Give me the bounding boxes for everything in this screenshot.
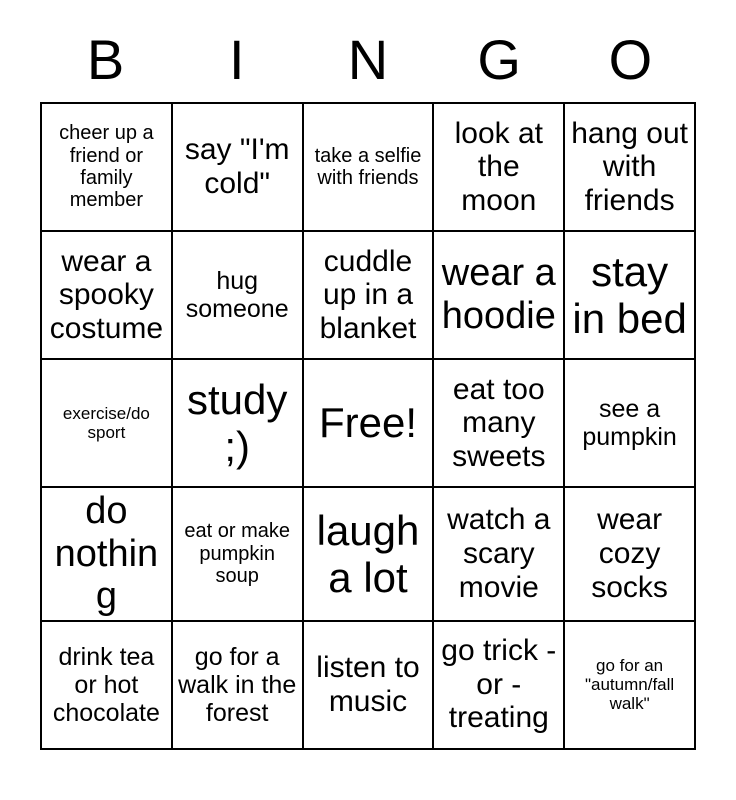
bingo-cell[interactable]: hug someone [172,231,303,359]
bingo-cell[interactable]: hang out with friends [564,103,695,231]
bingo-cell[interactable]: study ;) [172,359,303,487]
bingo-cell[interactable]: laugh a lot [303,487,434,621]
bingo-cell[interactable]: take a selfie with friends [303,103,434,231]
bingo-cell[interactable]: eat too many sweets [433,359,564,487]
bingo-cell[interactable]: wear a spooky costume [41,231,172,359]
bingo-cell[interactable]: cheer up a friend or family member [41,103,172,231]
bingo-cell[interactable]: watch a scary movie [433,487,564,621]
bingo-cell[interactable]: eat or make pumpkin soup [172,487,303,621]
bingo-cell[interactable]: see a pumpkin [564,359,695,487]
bingo-cell[interactable]: wear cozy socks [564,487,695,621]
bingo-row [41,231,695,359]
bingo-row [41,359,695,487]
header-letter-b: B [86,28,125,91]
bingo-row [41,487,695,621]
bingo-row [41,103,695,231]
bingo-cell[interactable]: say "I'm cold" [172,103,303,231]
bingo-cell[interactable]: stay in bed [564,231,695,359]
bingo-row [41,621,695,749]
bingo-cell[interactable]: go for a walk in the forest [172,621,303,749]
bingo-cell[interactable]: exercise/do sport [41,359,172,487]
bingo-grid [40,102,696,750]
bingo-cell[interactable]: go for an "autumn/fall walk" [564,621,695,749]
header-letter-n: N [347,28,389,91]
bingo-cell[interactable]: cuddle up in a blanket [303,231,434,359]
bingo-cell[interactable]: look at the moon [433,103,564,231]
bingo-cell[interactable]: do nothing [41,487,172,621]
header-letter-g: G [477,28,521,91]
header-letter-i: I [229,28,245,91]
bingo-cell[interactable]: go trick - or - treating [433,621,564,749]
bingo-header [40,0,696,92]
bingo-cell[interactable]: listen to music [303,621,434,749]
bingo-cell[interactable]: drink tea or hot chocolate [41,621,172,749]
bingo-cell[interactable]: wear a hoodie [433,231,564,359]
bingo-cell-free[interactable]: Free! [303,359,434,487]
header-letter-o: O [608,28,653,91]
